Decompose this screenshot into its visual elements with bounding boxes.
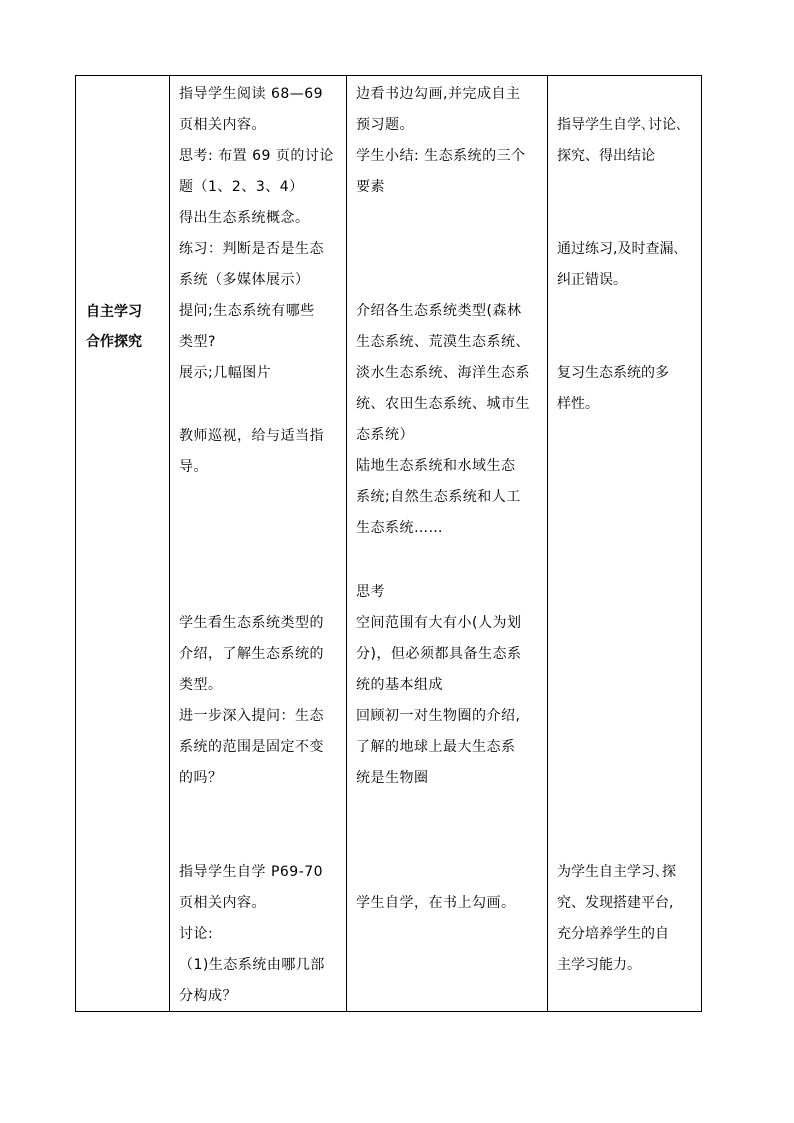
teacher-line: 提问;生态系统有哪些: [179, 303, 315, 319]
lesson-plan-table: [75, 75, 702, 1012]
intent-line: 纠正错误。: [557, 272, 627, 288]
teacher-activity-cell: [170, 76, 347, 1012]
student-line: 分)，但必须都具备生态系: [356, 646, 522, 662]
teacher-line: 类型。: [179, 677, 223, 693]
intent-line: 样性。: [557, 396, 599, 412]
intent-line: 复习生态系统的多: [557, 365, 669, 381]
student-line: 淡水生态系统、海洋生态系: [356, 365, 530, 381]
teacher-line: 学生看生态系统类型的: [179, 615, 324, 631]
student-line: 预习题。: [356, 117, 414, 133]
teacher-line: 思考: 布置 69 页的讨论: [179, 148, 334, 164]
student-line: 生态系统……: [356, 520, 443, 536]
intent-line: 究、发现搭建平台,: [557, 895, 674, 911]
teacher-line: 导。: [179, 459, 208, 475]
student-line: 陆地生态系统和水域生态: [356, 458, 516, 474]
student-line: 回顾初一对生物圈的介绍,: [356, 708, 521, 724]
teacher-line: 讨论:: [179, 926, 214, 942]
student-line: 思考: [356, 584, 385, 600]
stage-label-line: 合作探究: [86, 334, 142, 350]
teacher-line: 系统的范围是固定不变: [179, 739, 324, 755]
teacher-line: 指导学生阅读 68—69: [179, 86, 324, 102]
intent-line: 充分培养学生的自: [557, 926, 669, 942]
student-line: 空间范围有大有小(人为划: [356, 615, 522, 631]
student-line: 统、农田生态系统、城市生: [356, 396, 530, 412]
student-line: 边看书边勾画,并完成自主: [356, 86, 521, 102]
teacher-line: 介绍，了解生态系统的: [179, 646, 324, 662]
stage-cell: [76, 76, 170, 1012]
student-line: 要素: [356, 179, 385, 195]
teacher-line: 展示;几幅图片: [179, 365, 272, 381]
student-line: 了解的地球上最大生态系: [356, 739, 516, 755]
teacher-line: 教师巡视，给与适当指: [179, 428, 324, 444]
teacher-line: 分构成？: [179, 988, 237, 1004]
teacher-line: （1)生态系统由哪几部: [179, 957, 325, 973]
student-line: 态系统）: [356, 427, 414, 443]
teacher-line: 指导学生自学 P69-70: [179, 864, 324, 880]
student-line: 学生小结: 生态系统的三个: [356, 148, 526, 164]
teacher-line: 类型?: [179, 334, 216, 350]
teacher-line: 进一步深入提问：生态: [179, 708, 324, 724]
teacher-line: 系统（多媒体展示）: [179, 272, 310, 288]
intent-line: 通过练习,及时查漏､: [557, 241, 681, 257]
student-line: 介绍各生态系统类型(森林: [356, 303, 522, 319]
teacher-line: 练习：判断是否是生态: [179, 241, 324, 257]
intent-line: 探究、得出结论: [557, 148, 655, 164]
student-line: 统是生物圈: [356, 770, 429, 786]
intent-line: 指导学生自学､讨论､: [557, 117, 683, 133]
student-line: 统的基本组成: [356, 677, 443, 693]
student-line: 学生自学，在书上勾画。: [356, 895, 516, 911]
table-row: [76, 76, 702, 1012]
student-line: 系统;自然生态系统和人工: [356, 489, 521, 505]
teacher-line: 得出生态系统概念。: [179, 210, 310, 226]
student-activity-cell: [347, 76, 548, 1012]
teacher-line: 题（1、2、3、4）: [179, 179, 304, 195]
intent-line: 主学习能力。: [557, 957, 641, 973]
stage-label-line: 自主学习: [86, 304, 142, 320]
design-intent-cell: [548, 76, 702, 1012]
student-line: 生态系统、荒漠生态系统、: [356, 334, 530, 350]
intent-line: 为学生自主学习､探: [557, 864, 676, 880]
teacher-line: 的吗？: [179, 770, 223, 786]
teacher-line: 页相关内容。: [179, 117, 266, 133]
teacher-line: 页相关内容。: [179, 895, 266, 911]
